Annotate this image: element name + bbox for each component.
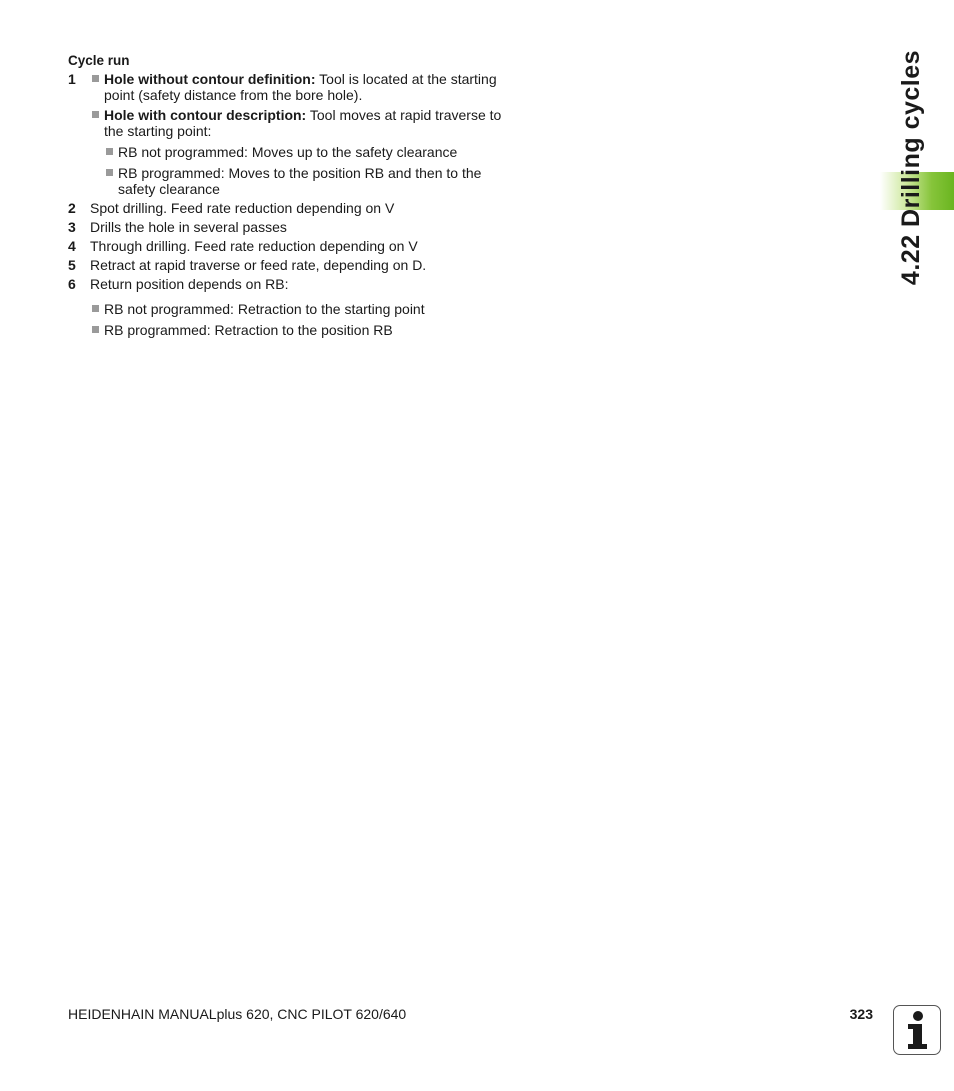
square-bullet-icon [92,326,99,333]
chapter-title-container [887,49,937,285]
footer-product: HEIDENHAIN MANUALplus 620, CNC PILOT 620/640 [68,1006,407,1022]
page-number: 323 [849,1006,873,1022]
step-text: Drills the hole in several passes [90,219,287,235]
square-bullet-icon [92,111,99,118]
square-bullet-icon [106,148,113,155]
step-text: Through drilling. Feed rate reduction depending on V [90,238,418,254]
step-number: 5 [68,257,76,273]
sub-bullet-text: RB programmed: Moves to the position RB and then to the safety clearance [118,165,482,197]
bullet-item [90,301,508,317]
step-4 [68,238,508,254]
step-number: 1 [68,71,76,87]
bullet-text: Tool is located at the starting point (safety distance from the bore hole). [104,71,497,103]
bullet-bold-label: Hole with contour description: [104,107,307,123]
step-number: 6 [68,276,76,292]
chapter-title: 4.22 Drilling cycles [897,49,926,285]
bullet-text: RB not programmed: Retraction to the starting point [104,301,425,317]
step-text: Return position depends on RB: [90,276,289,292]
step-number: 3 [68,219,76,235]
bullet-bold-label: Hole without contour definition: [104,71,316,87]
step-text: Spot drilling. Feed rate reduction depending on V [90,200,395,216]
square-bullet-icon [92,75,99,82]
sub-bullet-item [104,165,508,197]
bullet-item [90,71,508,103]
step-number: 4 [68,238,76,254]
step-3 [68,219,508,235]
step-number: 2 [68,200,76,216]
step-text: Retract at rapid traverse or feed rate, depending on D. [90,257,427,273]
bullet-text: Tool moves at rapid traverse to the starting point: [104,107,502,139]
sub-bullet-item [104,144,508,160]
step-2 [68,200,508,216]
bullet-text: RB programmed: Retraction to the position RB [104,322,393,338]
section-heading: Cycle run [68,53,130,68]
info-glyph-icon [894,1006,939,1053]
step-6 [68,276,508,292]
square-bullet-icon [92,305,99,312]
main-content [68,52,508,338]
step-5 [68,257,508,273]
bullet-item [90,322,508,338]
sub-bullet-text: RB not programmed: Moves up to the safety clearance [118,144,458,160]
bullet-item [90,107,508,139]
info-icon [893,1005,941,1055]
step-1 [68,71,508,103]
square-bullet-icon [106,169,113,176]
